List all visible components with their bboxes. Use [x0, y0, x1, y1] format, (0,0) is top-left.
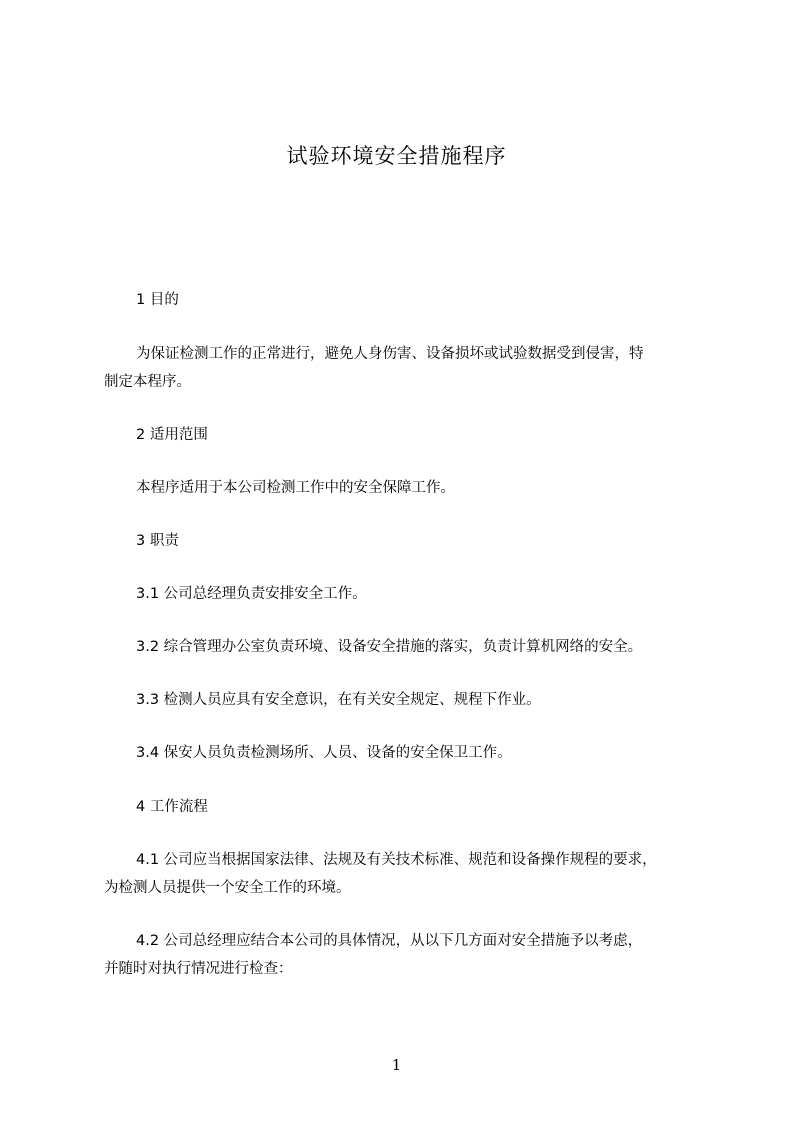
- purpose-paragraph: [104, 340, 708, 396]
- paragraph-line: 为保证检测工作的正常进行，避免人身伤害、设备损坏或试验数据受到侵害，特: [136, 346, 644, 362]
- section-heading-purpose: [104, 286, 708, 314]
- paragraph-line: 4 工作流程: [136, 799, 208, 815]
- workflow-item: [104, 846, 708, 902]
- paragraph-line: 2 适用范围: [136, 427, 208, 443]
- responsibility-item: [104, 633, 708, 661]
- paragraph-line: 并随时对执行情况进行检查：: [104, 961, 293, 977]
- paragraph-line: 本程序适用于本公司检测工作中的安全保障工作。: [136, 480, 455, 496]
- paragraph-line: 为检测人员提供一个安全工作的环境。: [104, 880, 351, 896]
- paragraph-line: 制定本程序。: [104, 374, 191, 390]
- section-heading-workflow: [104, 793, 708, 821]
- paragraph-line: 4.2 公司总经理应结合本公司的具体情况，从以下几方面对安全措施予以考虑，: [136, 933, 643, 949]
- responsibility-item: [104, 686, 708, 714]
- responsibility-item: [104, 580, 708, 608]
- paragraph-line: 1 目的: [136, 292, 179, 308]
- section-heading-responsibilities: [104, 527, 708, 555]
- paragraph-line: 4.1 公司应当根据国家法律、法规及有关技术标准、规范和设备操作规程的要求，: [136, 852, 657, 868]
- paragraph-line: 3 职责: [136, 533, 179, 549]
- paragraph-line: 3.3 检测人员应具有安全意识，在有关安全规定、规程下作业。: [136, 692, 541, 708]
- document-title: 试验环境安全措施程序: [286, 144, 507, 168]
- page-number: 1: [391, 1056, 402, 1074]
- workflow-item: [104, 927, 708, 983]
- paragraph-line: 3.2 综合管理办公室负责环境、设备安全措施的落实，负责计算机网络的安全。: [136, 639, 643, 655]
- scope-paragraph: [104, 474, 708, 502]
- paragraph-line: 3.1 公司总经理负责安排安全工作。: [136, 586, 367, 602]
- paragraph-line: 3.4 保安人员负责检测场所、人员、设备的安全保卫工作。: [136, 745, 512, 761]
- responsibility-item: [104, 739, 708, 767]
- section-heading-scope: [104, 421, 708, 449]
